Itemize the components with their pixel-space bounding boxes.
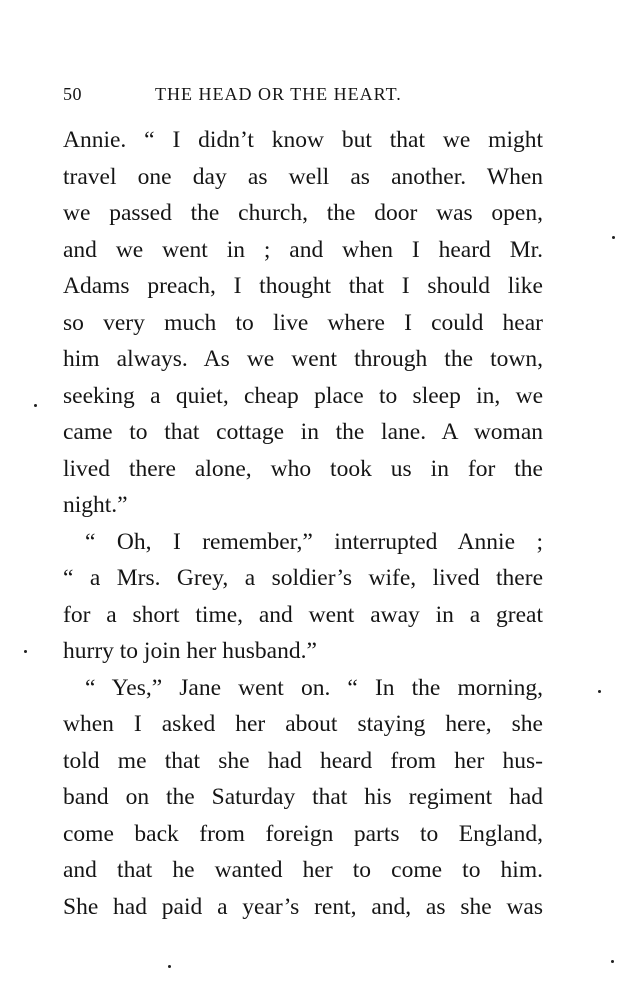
text-line: told me that she had heard from her hus- — [63, 747, 543, 774]
text-line: Adams preach, I thought that I should like — [63, 273, 543, 299]
text-line: “ a Mrs. Grey, a soldier’s wife, lived there — [63, 565, 543, 591]
text-line: him always. As we went through the town, — [63, 346, 543, 372]
text-line: travel one day as well as another. When — [63, 163, 543, 190]
page-header — [63, 84, 543, 114]
scan-speck — [24, 650, 27, 653]
scan-speck — [168, 965, 171, 968]
scan-speck — [612, 236, 615, 239]
text-line: and we went in ; and when I heard Mr. — [63, 236, 543, 263]
text-line: hurry to join her husband.” — [63, 638, 317, 664]
text-line: and that he wanted her to come to him. — [63, 857, 543, 883]
scan-speck — [611, 960, 614, 963]
body-text — [63, 122, 543, 925]
page-number: 50 — [63, 84, 82, 104]
scan-speck — [598, 690, 601, 693]
text-line: so very much to live where I could hear — [63, 309, 543, 336]
text-line: came to that cottage in the lane. A woman — [63, 419, 543, 445]
scan-speck — [34, 404, 37, 407]
text-line: lived there alone, who took us in for the — [63, 455, 543, 482]
text-line: we passed the church, the door was open, — [63, 200, 543, 226]
text-line: for a short time, and went away in a great — [63, 601, 543, 628]
text-line: “ Oh, I remember,” interrupted Annie ; — [85, 528, 543, 555]
text-line: “ Yes,” Jane went on. “ In the morning, — [85, 674, 543, 701]
text-line: night.” — [63, 492, 128, 518]
text-line: come back from foreign parts to England, — [63, 820, 543, 847]
text-line: band on the Saturday that his regiment had — [63, 784, 543, 810]
text-line: when I asked her about staying here, she — [63, 711, 543, 737]
text-line: Annie. “ I didn’t know but that we might — [63, 127, 543, 153]
running-head: THE HEAD OR THE HEART. — [155, 84, 402, 104]
text-line: seeking a quiet, cheap place to sleep in, we — [63, 382, 543, 409]
text-line: She had paid a year’s rent, and, as she was — [63, 893, 543, 920]
